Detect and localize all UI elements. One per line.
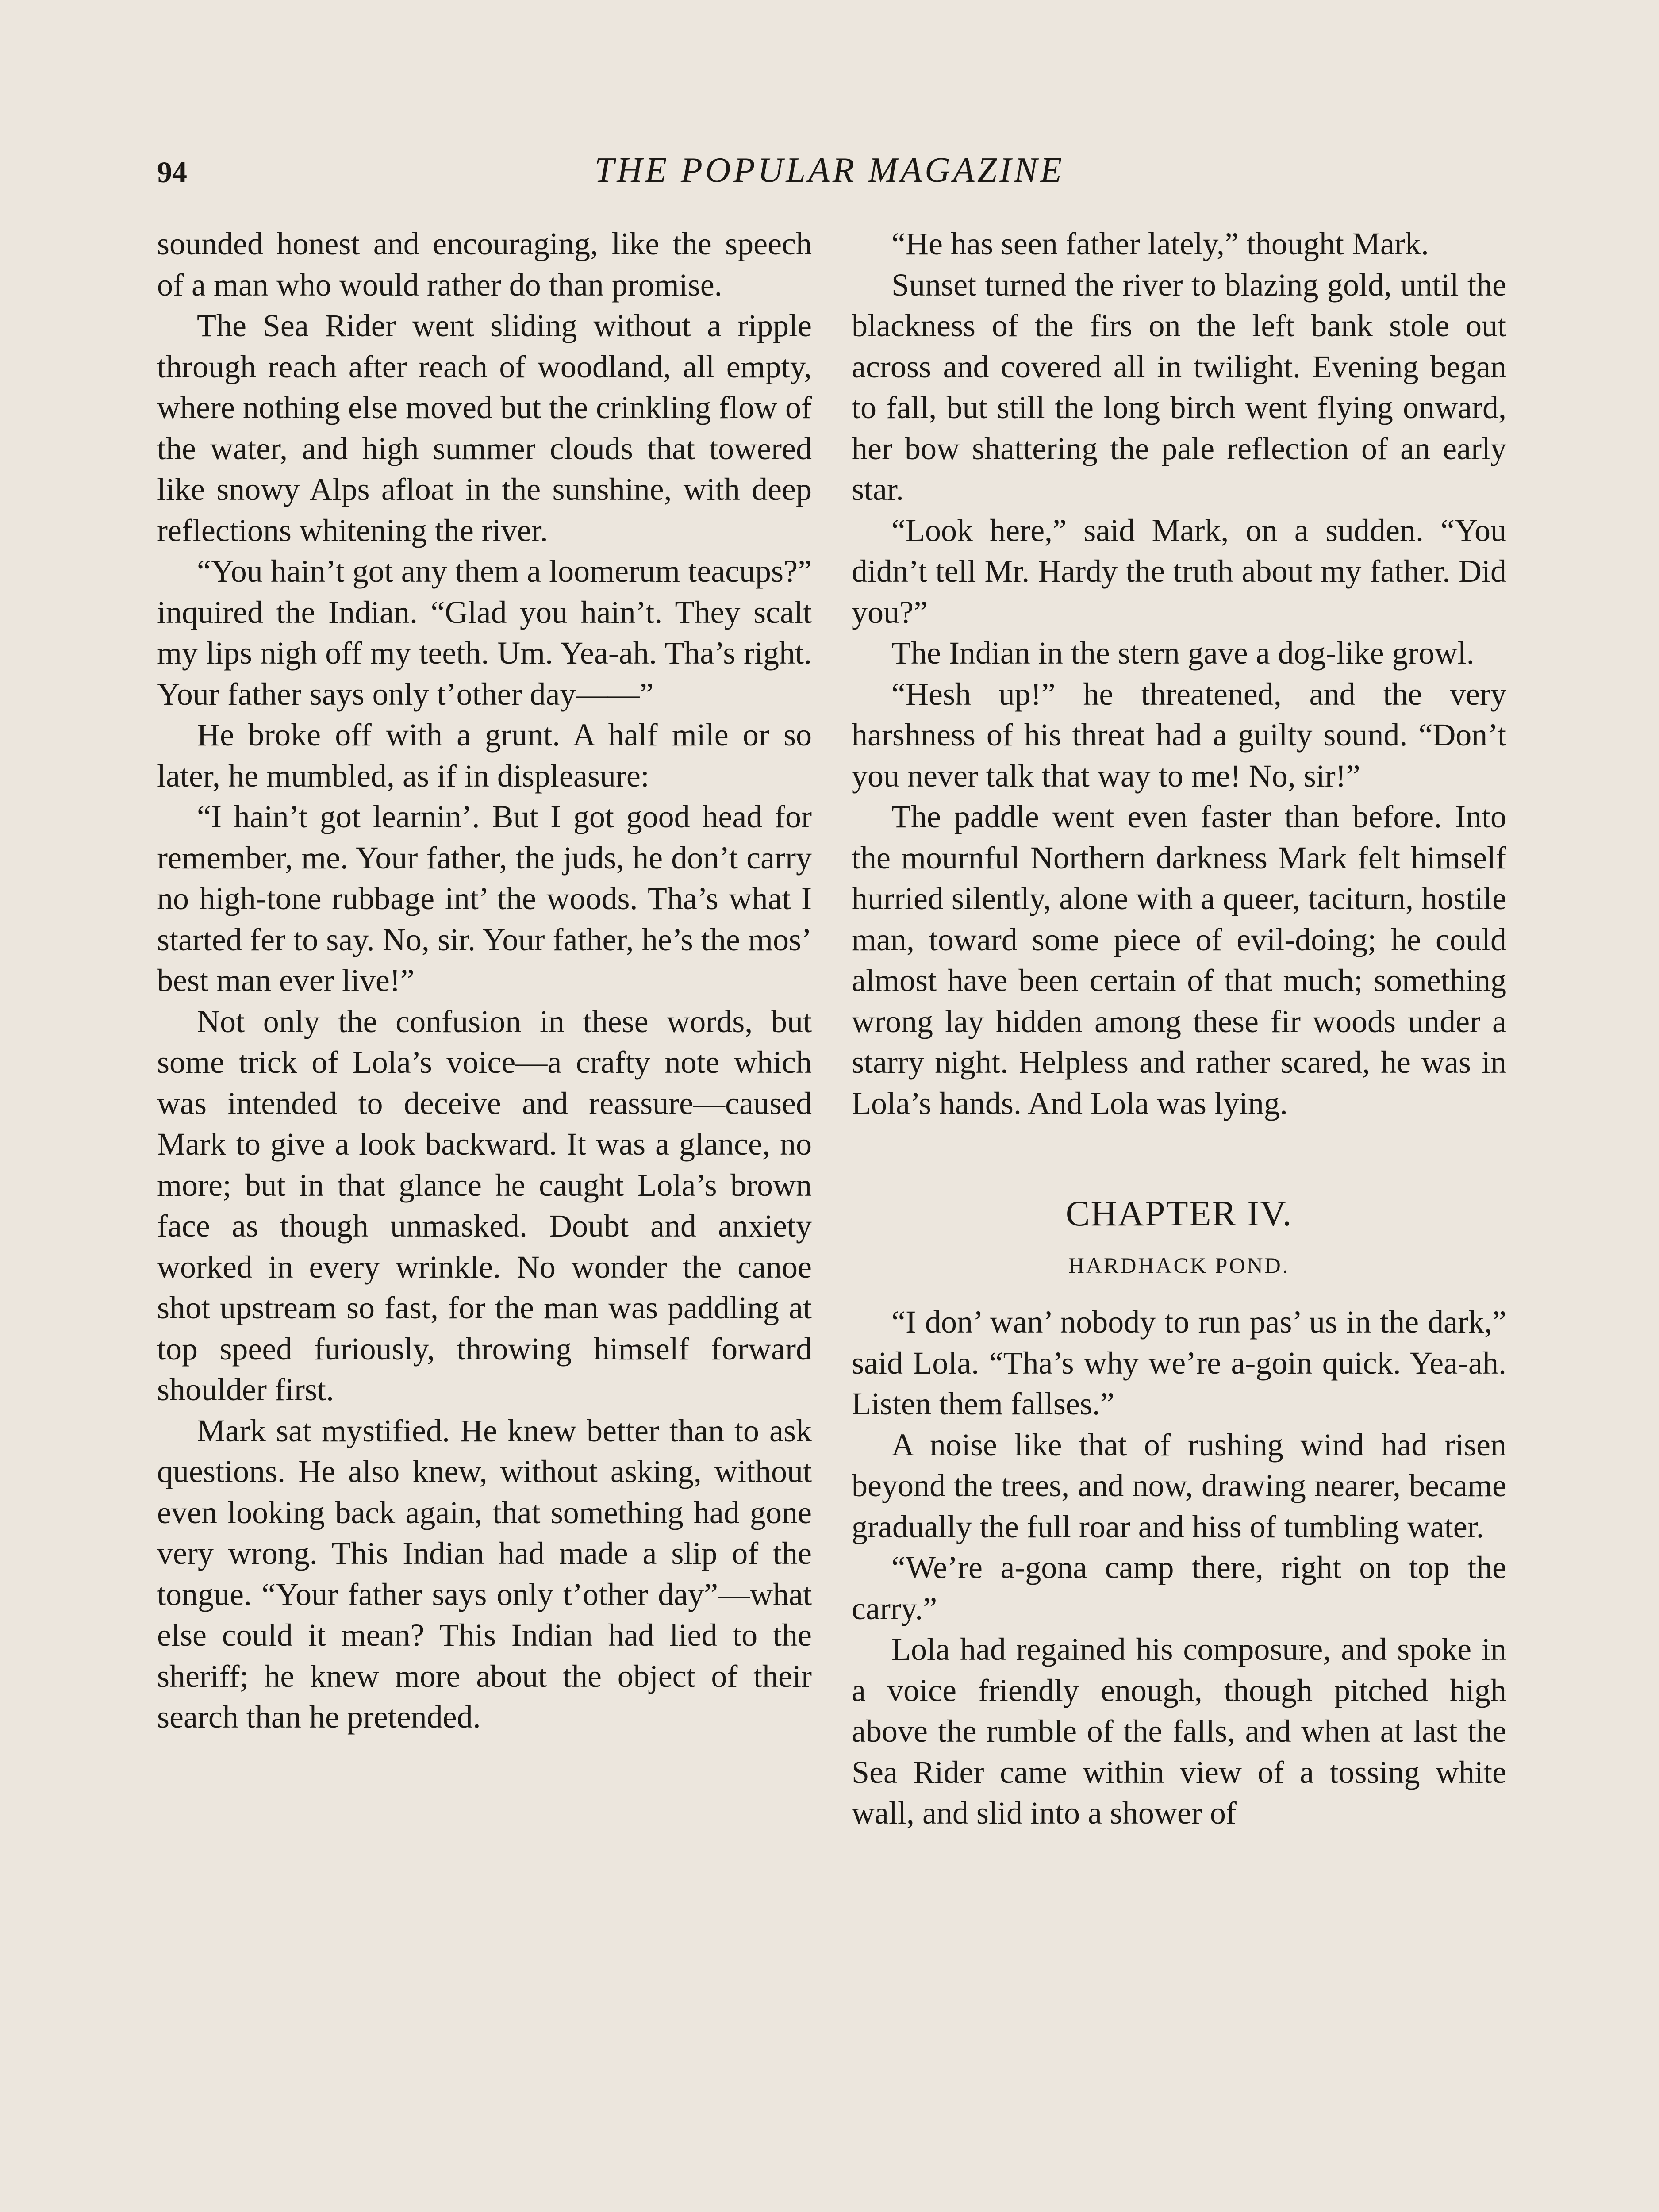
right-column	[852, 223, 1506, 1834]
paragraph: “I don’ wan’ nobody to run pas’ us in the dark,” said Lola. “Tha’s why we’re a-goin quick. Yea-ah. Listen them fallses.”	[852, 1304, 1506, 1421]
paragraph: “You hain’t got any them a loomerum teacups?” inquired the Indian. “Glad you hain’t. They scalt my lips nigh off my teeth. Um. Yea-ah. Tha’s right. Your father says only t’other day——”	[157, 553, 812, 712]
paragraph: “We’re a-gona camp there, right on top the carry.”	[852, 1550, 1506, 1626]
page-number: 94	[157, 155, 187, 189]
paragraph: Lola had regained his composure, and spoke in a voice friendly enough, though pitched high above the rumble of the falls, and when at last the Sea Rider came within view of a tossing white wall, and slid into a shower of	[852, 1632, 1506, 1831]
paragraph: The paddle went even faster than before. Into the mournful Northern darkness Mark felt himself hurried silently, alone with a queer, taciturn, hostile man, toward some piece of evil-doing; he could almost have been certain of that much; something wrong lay hidden among these fir woods under a starry night. Helpless and rather scared, he was in Lola’s hands. And Lola was lying.	[852, 799, 1507, 1121]
paragraph: Sunset turned the river to blazing gold, until the blackness of the firs on the left bank stole out across and covered all in twilight. Evening began to fall, but still the long birch went flying onward, her bow shattering the pale reflection of an early star.	[852, 267, 1506, 507]
paragraph: “Hesh up!” he threatened, and the very harshness of his threat had a guilty sound. “Don’t you never talk that way to me! No, sir!”	[852, 676, 1506, 794]
paragraph: “Look here,” said Mark, on a sudden. “You didn’t tell Mr. Hardy the truth about my father. Did you?”	[852, 512, 1506, 630]
page-header	[157, 146, 1502, 199]
paragraph: A noise like that of rushing wind had risen beyond the trees, and now, drawing nearer, became gradually the full roar and hiss of tumbling water.	[852, 1427, 1506, 1544]
chapter-subtitle: HARDHACK POND.	[1068, 1253, 1290, 1278]
paragraph: The Indian in the stern gave a dog-like growl.	[891, 635, 1475, 671]
paragraph: sounded honest and encouraging, like the speech of a man who would rather do than promise.	[157, 226, 812, 303]
paragraph: Mark sat mystified. He knew better than to ask questions. He also knew, without asking, without even looking back again, that something had gone very wrong. This Indian had made a slip of the tongue. “Your father says only t’other day”—what else could it mean? This Indian had lied to the sheriff; he knew more about the object of their search than he pretended.	[157, 1413, 812, 1735]
chapter-heading: CHAPTER IV.	[1065, 1193, 1293, 1233]
paragraph: The Sea Rider went sliding without a ripple through reach after reach of woodland, all empty, where nothing else moved but the crinkling flow of the water, and high summer clouds that towered like snowy Alps afloat in the sunshine, with deep reflections whitening the river.	[157, 308, 812, 548]
paragraph: Not only the confusion in these words, but some trick of Lola’s voice—a crafty note which was intended to deceive and reassure—caused Mark to give a look backward. It was a glance, no more; but in that glance he caught Lola’s brown face as though unmasked. Doubt and anxiety worked in every wrinkle. No wonder the canoe shot upstream so fast, for the man was paddling at top speed furiously, throwing himself forward shoulder first.	[157, 1003, 812, 1407]
left-column	[157, 223, 812, 1738]
running-title: THE POPULAR MAGAZINE	[594, 151, 1065, 190]
paragraph: “I hain’t got learnin’. But I got good head for remember, me. Your father, the juds, he don’t carry no high-tone rubbage int’ the woods. Tha’s what I started fer to say. No, sir. Your father, he’s the mos’ best man ever live!”	[157, 799, 812, 998]
paragraph: “He has seen father lately,” thought Mark.	[891, 226, 1429, 261]
paragraph: He broke off with a grunt. A half mile or so later, he mumbled, as if in displeasure:	[157, 717, 812, 794]
